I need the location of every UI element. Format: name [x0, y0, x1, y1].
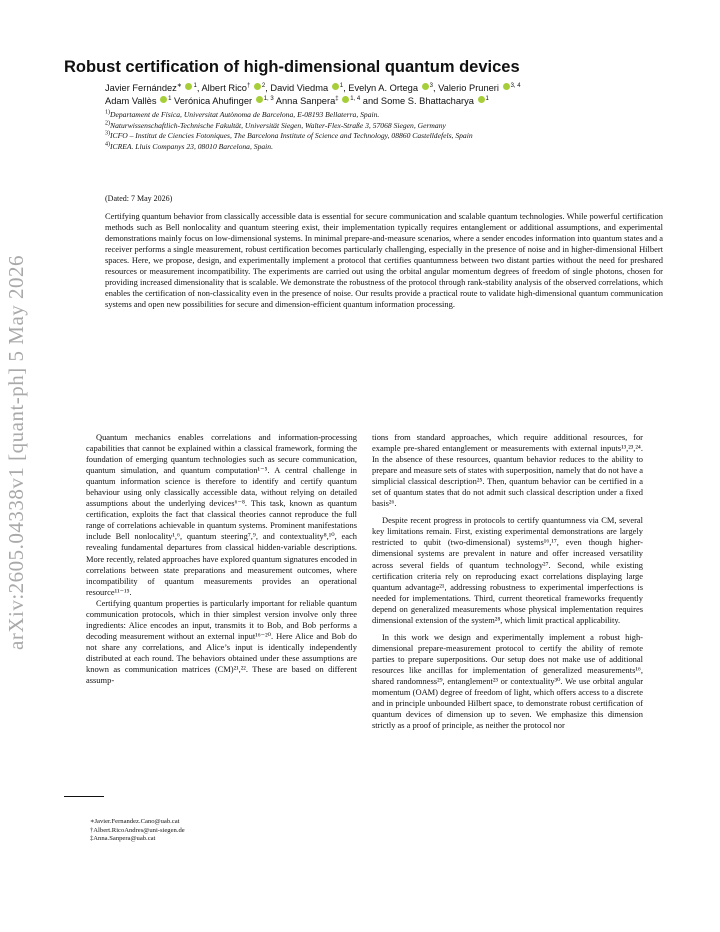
- author-affiliation: 3, 4: [510, 82, 521, 89]
- footnote-rule: [64, 796, 104, 797]
- affiliation-item: [105, 142, 665, 153]
- affiliation-number: 3): [105, 130, 110, 137]
- author-name: Some S. Bhattacharya: [380, 95, 474, 106]
- body-column-right: [372, 432, 643, 731]
- affiliation-list: [105, 110, 665, 152]
- abstract: Certifying quantum behavior from classically accessible data is essential for secure communication and scalable quantum technologies. While powerful certification methods such as Bell nonlocality and quantum steering exist, their implementation typically requires entanglement or additional assumptions, and experimental demonstrations mainly focus on low-dimensional systems. In minimal prepare-and-measure scenarios, where a sender encodes information into quantum states and a receiver performs a single measurement, robust certification becomes particularly challenging, especially in the presence of noise and in higher-dimensional Hilbert spaces. Here, we propose, design, and experimentally implement a protocol that certifies quantumness between two distant parties without the need for preshared resources or measurement incompatibility. The experiments are carried out using the orbital angular momentum degrees of freedom of single photons, chosen for providing increased dimensionality that is scalable. We demonstrate the robustness of the protocol through rank-stability analysis of the observed correlations, which enables the certification of non-classicality even in the presence of noise. Our results provide a practical route to validate high-dimensional quantum communication systems and open new possibilities for secure and dimension-efficient quantum information processing.: [105, 211, 663, 309]
- affiliation-text: Naturwissenschaftlich-Technische Fakultät, Universität Siegen, Walter-Flex-Straße 3, 57068 Siegen, Germany: [110, 120, 446, 130]
- author-name: Adam Vallès: [105, 95, 157, 106]
- orcid-icon[interactable]: [256, 96, 263, 103]
- orcid-icon[interactable]: [254, 83, 261, 90]
- author-mark: ∗: [176, 82, 182, 89]
- and-word: and: [362, 95, 379, 106]
- affiliation-text: ICFO – Institut de Ciencies Fotoniques, The Barcelona Institute of Science and Technology, 08860 Castelldefels, Spain: [110, 131, 473, 140]
- affiliation-item: [105, 131, 665, 142]
- affiliation-item: [105, 110, 665, 121]
- author-affiliation: 1: [168, 95, 172, 102]
- affiliation-item: [105, 121, 665, 132]
- arxiv-side-stamp: arXiv:2605.04338v1 [quant-ph] 5 May 2026: [4, 254, 28, 650]
- separator: ,: [196, 83, 200, 93]
- author-name: Evelyn A. Ortega: [348, 83, 419, 93]
- body-column-left: [86, 432, 357, 686]
- author-line-1: [105, 82, 665, 95]
- author-mark: †: [246, 82, 251, 89]
- paper-title: Robust certification of high-dimensional quantum devices: [64, 58, 520, 76]
- author-affiliation: 1: [339, 82, 344, 89]
- orcid-icon[interactable]: [185, 83, 192, 90]
- author-name: Valerio Pruneri: [438, 83, 499, 93]
- footnote-email[interactable]: †Albert.RicoAndres@uni-siegen.de: [90, 826, 185, 834]
- author-affiliation: 1, 3: [263, 95, 274, 102]
- orcid-icon[interactable]: [160, 96, 167, 103]
- footnote-email[interactable]: ∗Javier.Fernandez.Cano@uab.cat: [90, 818, 180, 825]
- author-affiliation: 3: [429, 82, 433, 89]
- footnotes: [90, 818, 185, 844]
- orcid-icon[interactable]: [478, 96, 485, 103]
- separator: ,: [265, 83, 268, 93]
- author-affiliation: 1, 4: [350, 95, 361, 102]
- affiliation-text: Departament de Física, Universitat Autònoma de Barcelona, E-08193 Bellaterra, Spain.: [110, 110, 380, 119]
- paragraph: Quantum mechanics enables correlations and information-processing capabilities that cannot be explained within a classical framework, forming the foundation of emerging quantum technologies such as secure communication, quantum simulation, and quantum computation¹⁻⁵. A central challenge in quantum information science is therefore to identify and certify quantum behaviour using only classically accessible data, without relying on detailed assumptions about the underlying devices⁶⁻⁸. This task, known as quantum certification, exploits the fact that classical theories cannot reproduce the full range of correlations achievable in quantum systems. Prominent manifestations include Bell nonlocality¹,⁶, quantum steering⁷,⁹, and contextuality⁸,¹⁰, each revealing fundamental departures from classical hidden-variable descriptions. More recently, related approaches have explored quantum signatures encoded in correlations between state preparations and measurement outcomes, where incompatibility of quantum measurements provides an operational resource¹¹⁻¹⁵.: [86, 432, 357, 597]
- paragraph: In this work we design and experimentally implement a robust high-dimensional prepare-measurement protocol to certify the ability of remote parties to prepare superpositions. Our setup does not make use of additional resources like ancillas for implementation of generalized measurements¹⁶, shared randomness²⁹, entanglement²³ or contextuality³⁰. We use orbital angular momentum (OAM) degree of freedom of light, which offers access to a discrete and in principle unbounded Hilbert space, to demonstrate robust certification of quantum devices of dimension up to seven. We emphasize this dimension strictly as a proof of principle, as neither the protocol nor: [372, 631, 643, 731]
- author-name: Verónica Ahufinger: [174, 95, 253, 106]
- separator: ,: [343, 83, 346, 93]
- author-affiliation: 1: [193, 82, 197, 89]
- affiliation-number: 2): [105, 119, 110, 126]
- affiliation-number: 1): [105, 109, 110, 116]
- author-name: Anna Sanpera: [275, 95, 336, 106]
- orcid-icon[interactable]: [332, 83, 339, 90]
- dated-line: (Dated: 7 May 2026): [105, 194, 173, 203]
- author-affiliation: 1: [485, 95, 489, 102]
- author-list: [105, 82, 665, 107]
- orcid-icon[interactable]: [422, 83, 429, 90]
- footnote-email[interactable]: ‡Anna.Sanpera@uab.cat: [90, 835, 156, 843]
- affiliation-number: 4): [105, 140, 110, 147]
- affiliation-text: ICREA. Lluis Companys 23, 08010 Barcelona, Spain.: [110, 141, 273, 151]
- paragraph: Despite recent progress in protocols to certify quantumness via CM, several key limitations remain. First, existing experimental demonstrations are largely restricted to qubit (two-dimensional) systems¹⁶,¹⁷, even though higher-dimensional systems are prevalent in nature and offer increased versatility across several fields of quantum technology²⁷. Second, while existing certification criteria rely on reproducing exact correlations displaying large quantum advantage²¹, addressing robustness to experimental imperfections is needed for implementations. Third, current theoretical frameworks frequently depend on generalized measurements whose physical implementation requires dimensional extension of the system²⁸, which limit practical applicability.: [372, 515, 643, 625]
- author-mark: ‡: [335, 95, 339, 102]
- author-name: Albert Rico: [201, 83, 247, 93]
- orcid-icon[interactable]: [503, 83, 510, 90]
- author-line-2: [105, 95, 665, 108]
- paragraph: tions from standard approaches, which require additional resources, for example pre-shared entanglement or measurements with external inputs¹³,²³,²⁴. In the absence of these resources, quantum behavior reduces to the ability to prepare and measure sets of states with superposition, namely that do not have a simplicial classical description²⁵. Then, quantum behavior can be certified in a set of quantum states that do not admit such classical description under a fixed basis²⁶.: [372, 432, 643, 509]
- separator: ,: [432, 83, 436, 93]
- paragraph: Certifying quantum properties is particularly important for reliable quantum communication protocols, which in thier simplest version involve only three ingredients: Alice encodes an input, transmits it to Bob, and Bob performs a decoding measurement without an external input¹⁶⁻²⁰. Here Alice and Bob do not share any correlations, and Alice’s input is identically independently distributed at each round. The behaviors obtained under these assumptions are known as communication matrices (CM)²¹,²². These are based on different assump-: [86, 597, 357, 686]
- orcid-icon[interactable]: [342, 96, 349, 103]
- author-affiliation: 2: [261, 82, 266, 89]
- author-name: David Viedma: [270, 83, 329, 93]
- author-name: Javier Fernández: [105, 83, 177, 93]
